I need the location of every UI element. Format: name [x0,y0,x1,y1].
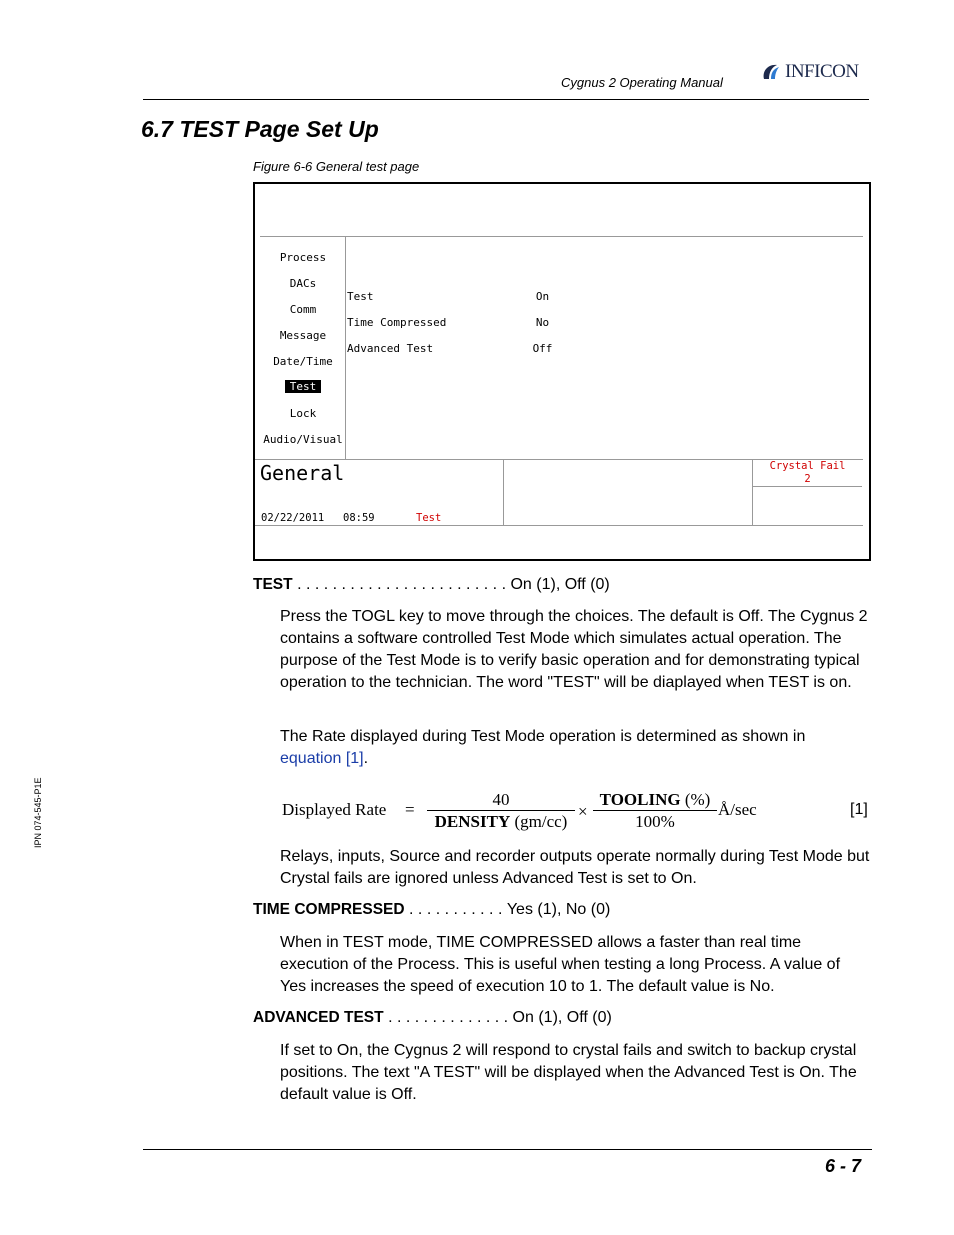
eq-den1-bold: DENSITY [434,812,511,831]
equation-link[interactable]: equation [1] [280,750,364,767]
alert-box-rule [753,486,862,487]
logo-wordmark: INFICON [785,61,859,82]
manual-title: Cygnus 2 Operating Manual [561,75,723,90]
inficon-logo-icon [760,61,782,83]
eq-den1-unit: (gm/cc) [514,812,568,831]
menu-item-comm[interactable]: Comm [289,303,317,316]
device-screen-figure [253,182,871,561]
eq-den2: 100% [635,812,675,831]
eq-num2-bold: TOOLING [599,790,681,809]
param-advanced-test-description: If set to On, the Cygnus 2 will respond to crystal fails and switch to backup crystal positions. The text "A TEST" will be displayed when the Advanced Test is On. The default value is Off. [280,1042,857,1103]
param-advanced-test-heading [253,1009,612,1027]
footer-rule [143,1149,872,1150]
param-time-compressed-name: TIME COMPRESSED [253,901,405,918]
status-divider-left [503,460,504,526]
param-time-compressed-dots: . . . . . . . . . . . [409,901,503,918]
page-number: 6 - 7 [825,1156,862,1176]
rate-text-before: The Rate displayed during Test Mode operation is determined as shown in [280,728,806,745]
screen-param-test-value[interactable]: On [535,290,550,303]
menu-item-audio-visual[interactable]: Audio/Visual [263,433,343,446]
param-advanced-test-name: ADVANCED TEST [253,1009,384,1026]
screen-alert-line2: 2 [804,473,811,485]
figure-caption: Figure 6-6 General test page [253,159,420,174]
menu-item-date-time[interactable]: Date/Time [273,355,333,368]
inficon-logo [760,59,859,85]
param-test-description: Press the TOGL key to move through the choices. The default is Off. The Cygnus 2 contains a software controlled Test Mode which simulates actual operation. The purpose of the Test Mode is to verify basic operation and for demonstrating typical operation to the technician. The word "TEST" will be diaplayed when TEST is on. [280,608,868,691]
eq-times: × [578,802,588,821]
eq-frac2-line [593,810,717,811]
screen-param-advanced-test-label: Advanced Test [347,342,434,355]
screen-page-name: General [260,461,345,485]
menu-item-lock[interactable]: Lock [289,407,317,420]
side-ipn-text: IPN 074-545-P1E [33,777,43,848]
menu-item-test-selected[interactable] [258,380,348,393]
param-test-options: On (1), Off (0) [510,576,610,593]
eq-lhs: Displayed Rate [282,800,387,819]
screen-top-rule [260,236,863,237]
equation-block [282,788,872,836]
param-test-heading [253,576,610,594]
rate-text-after: . [363,750,369,767]
screen-mode: Test [416,512,442,524]
header-rule [143,99,869,100]
screen-param-time-compressed-value[interactable]: No [535,316,550,329]
menu-item-test-label: Test [285,380,322,393]
status-bottom-rule [255,525,863,526]
status-divider-right [752,460,753,526]
screen-param-time-compressed-label: Time Compressed [347,316,447,329]
screen-alert-line1: Crystal Fail [769,460,846,472]
eq-num1: 40 [492,790,510,809]
param-advanced-test-dots: . . . . . . . . . . . . . . [388,1009,509,1026]
param-time-compressed-options: Yes (1), No (0) [506,901,611,918]
menu-item-dacs[interactable]: DACs [289,277,317,290]
eq-equals: = [405,800,415,819]
param-time-compressed-description: When in TEST mode, TIME COMPRESSED allows a faster than real time execution of the Process. This is useful when testing a long Process. A value of Yes increases the speed of execution 10 to 1. The default value is No. [280,934,841,995]
param-time-compressed-heading [253,901,610,919]
param-test-name: TEST [253,576,293,593]
section-title: 6.7 TEST Page Set Up [141,116,379,142]
menu-item-message[interactable]: Message [279,329,327,342]
screen-time: 08:59 [343,512,375,524]
relays-paragraph: Relays, inputs, Source and recorder outputs operate normally during Test Mode but Crystal fails are ignored unless Advanced Test is set to On. [280,848,870,887]
param-test-dots: . . . . . . . . . . . . . . . . . . . . . . . . [297,576,507,593]
eq-num2-unit: (%) [684,790,711,809]
screen-param-advanced-test-value[interactable]: Off [532,342,553,355]
eq-unit: Å/sec [718,800,757,819]
eq-den1 [427,812,575,832]
screen-param-test-label: Test [347,290,374,303]
screen-menu [258,184,348,454]
menu-item-process[interactable]: Process [279,251,327,264]
screen-date: 02/22/2011 [261,512,325,524]
param-advanced-test-options: On (1), Off (0) [512,1009,612,1026]
eq-number: [1] [850,801,868,818]
eq-num2 [593,790,717,810]
eq-frac1-line [427,810,575,811]
rate-paragraph [280,726,870,770]
